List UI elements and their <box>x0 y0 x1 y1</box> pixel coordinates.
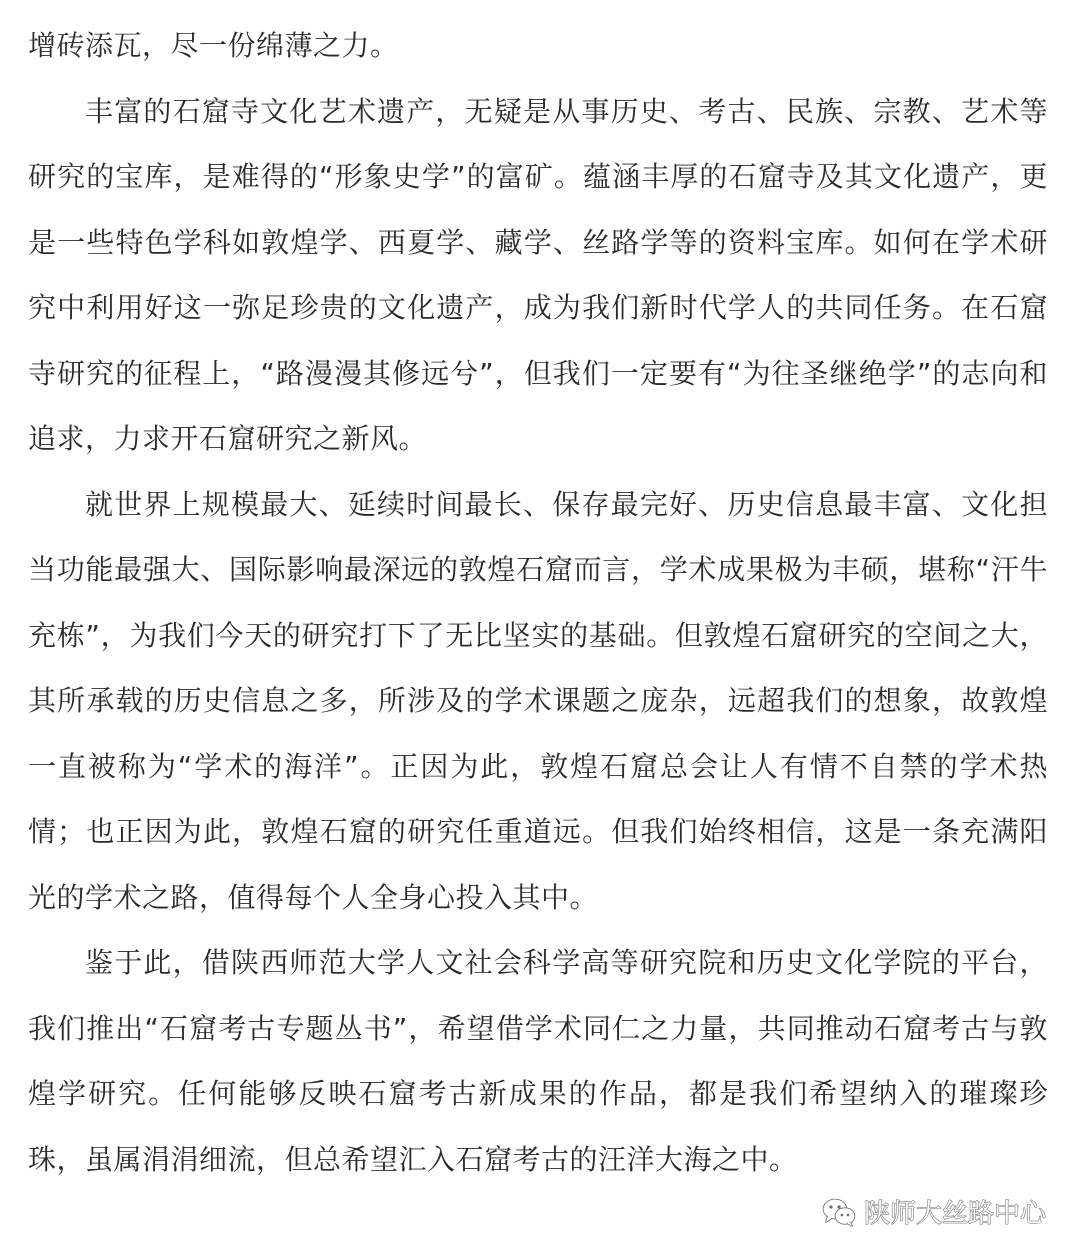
article-page <box>0 13 1080 1248</box>
wechat-icon <box>822 1197 856 1227</box>
paragraph-book-series: 鉴于此，借陕西师范大学人文社会科学高等研究院和历史文化学院的平台，我们推出“石窟考古专题丛书”，希望借学术同仁之力量，共同推动石窟考古与敦煌学研究。任何能够反映石窟考古新成果的作品，都是我们希望纳入的璀璨珍珠，虽属涓涓细流，但总希望汇入石窟考古的汪洋大海之中。 <box>28 946 1048 1176</box>
paragraph-dunhuang-caves: 就世界上规模最大、延续时间最长、保存最完好、历史信息最丰富、文化担当功能最强大、国际影响最深远的敦煌石窟而言，学术成果极为丰硕，堪称“汗牛充栋”，为我们今天的研究打下了无比坚实的基础。但敦煌石窟研究的空间之大，其所承载的历史信息之多，所涉及的学术课题之庞杂，远超我们的想象，故敦煌一直被称为“学术的海洋”。正因为此，敦煌石窟总会让人有情不自禁的学术热情；也正因为此，敦煌石窟的研究任重道远。但我们始终相信，这是一条充满阳光的学术之路，值得每个人全身心投入其中。 <box>28 487 1048 914</box>
paragraph-continuation: 增砖添瓦，尽一份绵薄之力。 <box>28 29 399 62</box>
watermark <box>822 1193 1046 1230</box>
watermark-text: 陕师大丝路中心 <box>863 1199 1046 1229</box>
paragraph-cave-heritage: 丰富的石窟寺文化艺术遗产，无疑是从事历史、考古、民族、宗教、艺术等研究的宝库，是难得的“形象史学”的富矿。蕴涵丰厚的石窟寺及其文化遗产，更是一些特色学科如敦煌学、西夏学、藏学、丝路学等的资料宝库。如何在学术研究中利用好这一弥足珍贵的文化遗产，成为我们新时代学人的共同任务。在石窟寺研究的征程上，“路漫漫其修远兮”，但我们一定要有“为往圣继绝学”的志向和追求，力求开石窟研究之新风。 <box>28 94 1048 455</box>
